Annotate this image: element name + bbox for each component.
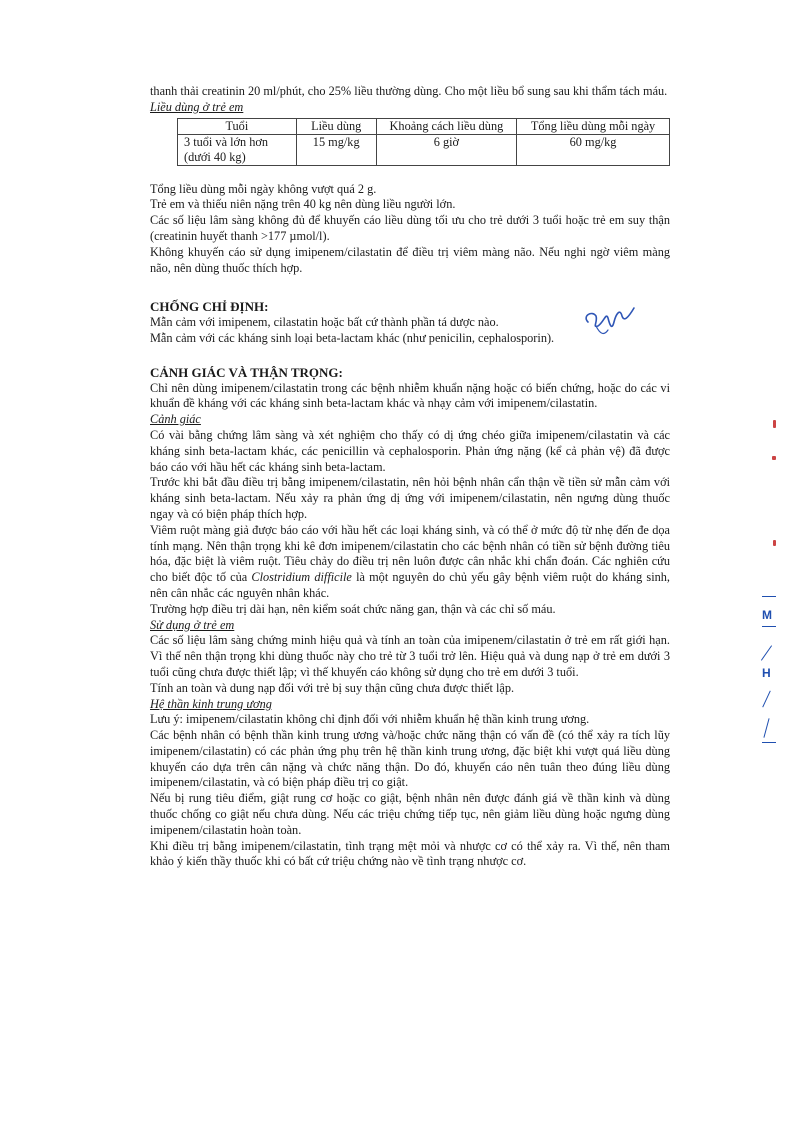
margin-stamp-line [762,626,776,627]
contraindication-line: Mẫn cảm với imipenem, cilastatin hoặc bất cứ thành phần tá dược nào. [150,315,499,330]
cns-paragraph: Lưu ý: imipenem/cilastatin không chỉ định đối với nhiễm khuẩn hệ thần kinh trung ương. [150,712,590,727]
caution-paragraph: Trường hợp điều trị dài hạn, nên kiểm soát chức năng gan, thận và các chỉ số máu. [150,601,556,616]
red-mark [773,420,776,428]
margin-stamp-h: H [762,666,771,680]
table-header-cell: Liều dùng [296,118,376,134]
table-row [178,134,670,165]
note-line: Các số liệu lâm sàng không đủ để khuyến cáo liều dùng tối ưu cho trẻ dưới 3 tuổi hoặc trẻ em suy thận (creatinin huyết thanh >177 µmol/l). [150,213,670,243]
margin-stamp-line [762,596,776,597]
red-mark [773,540,776,546]
margin-stamp-line [762,742,776,743]
margin-stamp-line [762,691,771,708]
handwritten-signature [578,300,638,340]
table-cell: 6 giờ [376,134,516,165]
warnings-intro: Chỉ nên dùng imipenem/cilastatin trong các bệnh nhiễm khuẩn nặng hoặc có biến chứng, hoặc do các vi khuẩn đề kháng với các kháng sinh beta-lactam khác và nhạy cảm với imipenem/cilastatin. [150,380,670,411]
cns-paragraph: Các bệnh nhân có bệnh thần kinh trung ương và/hoặc chức năng thận có vấn đề (có thể xảy ra tích lũy imipenem/cilastatin) có các phản ứng phụ trên hệ thần kinh trung ương, đặc biệt khi vượt quá liều dùng khuyến cáo dựa trên cân nặng và chức năng thận. Do đó, khuyến cáo nên tuân theo đúng liều dùng imipenem/cilastatin, và có biện pháp điều trị co giật. [150,728,670,790]
note-line: Không khuyến cáo sử dụng imipenem/cilastatin để điều trị viêm màng não. Nếu nghi ngờ viêm màng não, nên dùng thuốc thích hợp. [150,244,670,275]
table-header-cell: Khoảng cách liều dùng [376,118,516,134]
organism-name: Clostridium difficile [251,570,352,585]
children-paragraph: Các số liệu lâm sàng chứng minh hiệu quả và tính an toàn của imipenem/cilastatin ở trẻ em rất giới hạn. Vì thế nên thận trọng khi dùng thuốc này cho trẻ từ 3 tuổi trở lên. Hiệu quả và dung nạp ở trẻ em dưới 3 tuổi cũng chưa được thiết lập; vì thế khuyến cáo không sử dụng cho trẻ em dưới 3 tuổi. [150,633,670,679]
caution-paragraph: Có vài bằng chứng lâm sàng và xét nghiệm cho thấy có dị ứng chéo giữa imipenem/cilastatin và các kháng sinh beta-lactam khác, các penicillin và cephalosporin. Phản ứng nặng (kể cả phản vệ) đã được báo cáo với hầu hết các kháng sinh beta-lactam. [150,427,670,474]
children-subheading: Sử dụng ở trẻ em [150,617,235,632]
table-header-cell: Tổng liều dùng mỗi ngày [517,118,670,134]
table-cell: 15 mg/kg [296,134,376,165]
cns-paragraph: Nếu bị rung tiêu điểm, giật rung cơ hoặc co giật, bệnh nhân nên được đánh giá về thần kinh và dùng thuốc chống co giật nếu chưa dùng. Nếu các triệu chứng tiếp tục, nên giảm liều dùng hoặc ngưng dùng imipenem/cilastatin hoàn toàn. [150,791,670,837]
red-mark [772,456,776,460]
contraindication-line: Mẫn cảm với các kháng sinh loại beta-lactam khác (như penicilin, cephalosporin). [150,330,555,345]
pediatric-dose-table [177,118,670,166]
caution-text: Viêm ruột màng giả được báo cáo với hầu hết các loại kháng sinh, và có thể ở mức độ từ nhẹ đến đe dọa tính mạng. Nên thận trọng khi kê đơn imipenem/cilastatin cho các bệnh nhân có tiền sử bệnh đường tiêu hóa, đặc biệt là viêm ruột. Tiêu chảy do điều trị nên luôn được cân nhắc khi chẩn đoán. Các nghiên cứu cho biết độc tố của [150,522,670,585]
table-cell: 3 tuổi và lớn hơn (dưới 40 kg) [178,134,297,165]
table-cell: 60 mg/kg [517,134,670,165]
margin-stamp-line [761,645,772,660]
note-line: Trẻ em và thiếu niên nặng trên 40 kg nên dùng liều người lớn. [150,197,456,212]
table-header-row [178,118,670,134]
caution-paragraph [150,523,670,602]
caution-subheading: Cảnh giác [150,412,201,427]
document-body [150,84,670,870]
children-paragraph: Tính an toàn và dung nạp đối với trẻ bị suy thận cũng chưa được thiết lập. [150,680,515,695]
warnings-heading: CẢNH GIÁC VÀ THẬN TRỌNG: [150,364,343,380]
margin-stamp-line [763,718,769,738]
note-line: Tổng liều dùng mỗi ngày không vượt quá 2 g. [150,181,377,196]
table-header-cell: Tuổi [178,118,297,134]
caution-text: là một nguyên do chủ yếu gây bệnh viêm ruột do kháng sinh, nên cân nhắc các nguyên nhân khác. [150,570,671,600]
pediatric-dose-heading: Liều dùng ở trẻ em [150,99,244,114]
contraindications-heading: CHỐNG CHỈ ĐỊNH: [150,299,269,315]
cns-paragraph: Khi điều trị bằng imipenem/cilastatin, tình trạng mệt mỏi và nhược cơ có thể xảy ra. Vì thế, nên tham khảo ý kiến thầy thuốc khi có bất cứ triệu chứng nào về tình trạng nhược cơ. [150,838,670,869]
margin-stamp-m: M [762,608,772,622]
cns-subheading: Hệ thần kinh trung ương [150,696,272,711]
intro-paragraph: thanh thải creatinin 20 ml/phút, cho 25% liều thường dùng. Cho một liều bổ sung sau khi thẩm tách máu. [150,84,668,98]
caution-paragraph: Trước khi bắt đầu điều trị bằng imipenem/cilastatin, nên hỏi bệnh nhân cẩn thận về tiền sử mẫn cảm với kháng sinh beta-lactam. Nếu xảy ra phản ứng dị ứng với imipenem/cilastatin, nên ngưng dùng thuốc ngay và có biện pháp thích hợp. [150,475,670,521]
